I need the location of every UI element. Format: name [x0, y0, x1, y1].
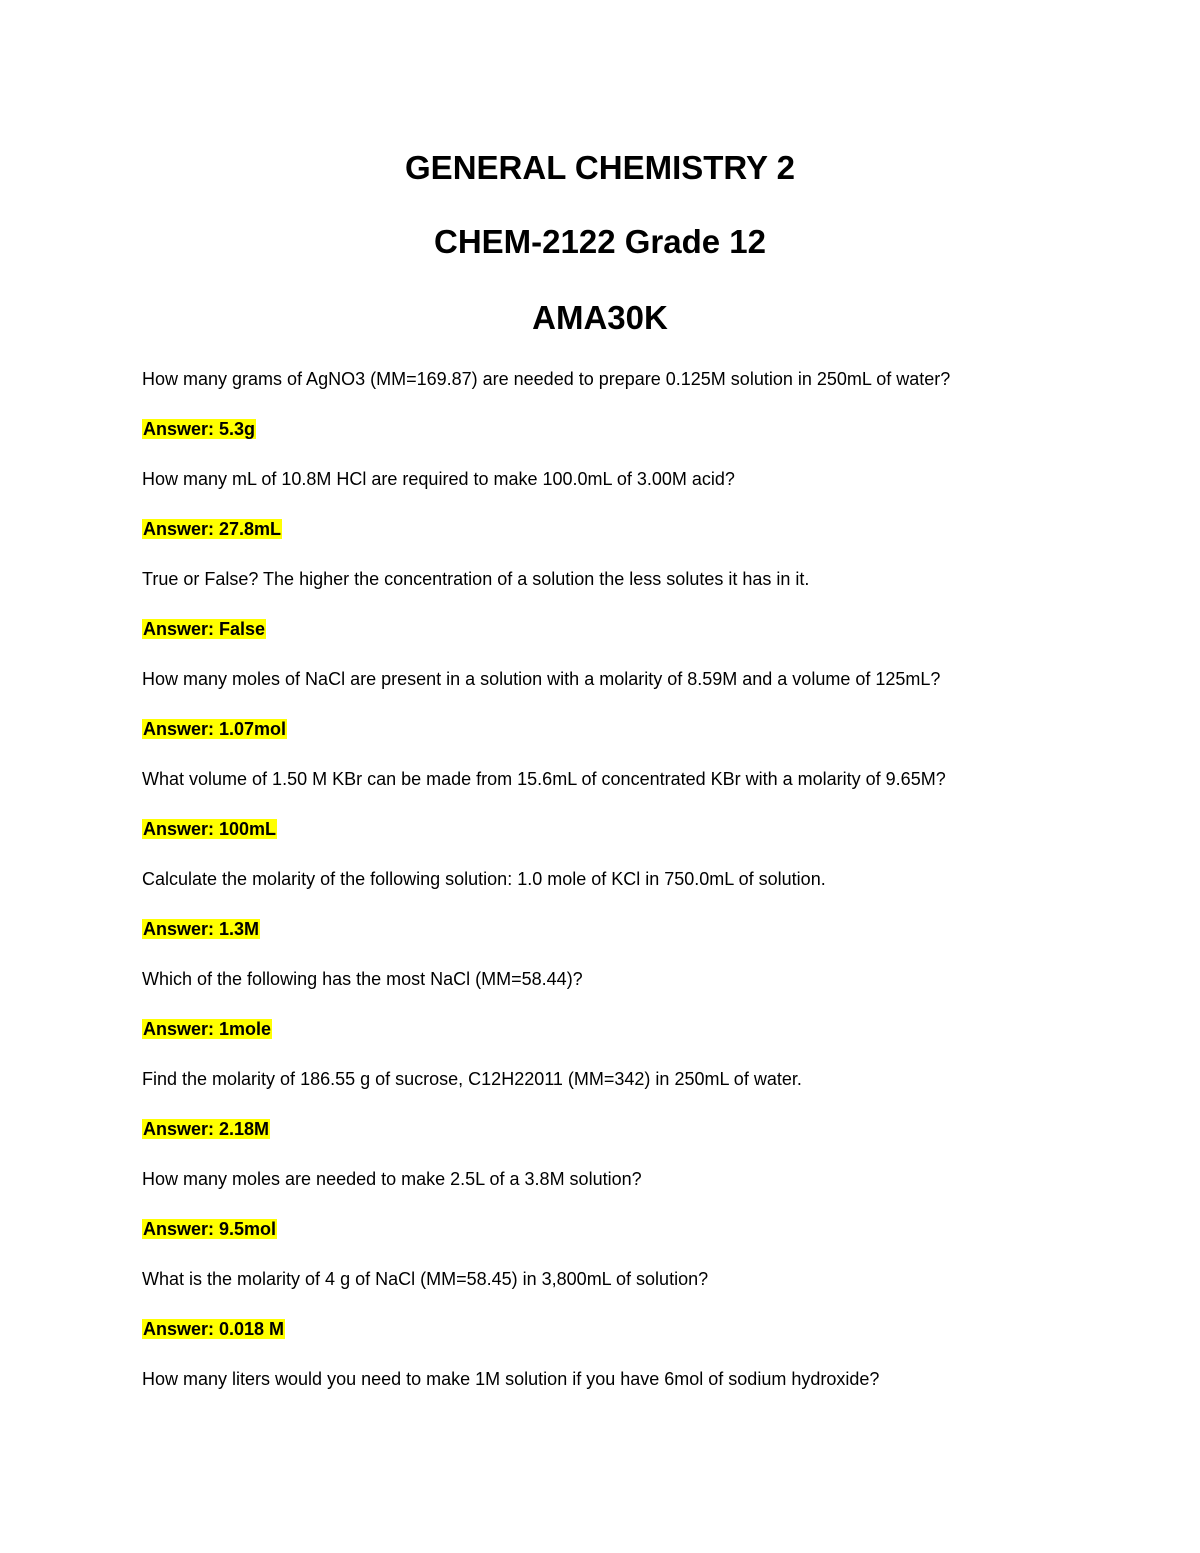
- answer-text: [142, 816, 1142, 866]
- question-text: Which of the following has the most NaCl (MM=58.44)?: [142, 969, 583, 989]
- answer-text: [142, 416, 1142, 466]
- answer-highlight: Answer: 1mole: [143, 1019, 272, 1039]
- answer-highlight: Answer: 1.3M: [143, 919, 260, 939]
- question-text: How many grams of AgNO3 (MM=169.87) are needed to prepare 0.125M solution in 250mL of water?: [142, 369, 951, 389]
- question-text: True or False? The higher the concentration of a solution the less solutes it has in it.: [142, 569, 810, 589]
- question-text: How many moles are needed to make 2.5L of a 3.8M solution?: [142, 1169, 642, 1189]
- answer-text: [142, 916, 1142, 966]
- answer-highlight: Answer: 1.07mol: [143, 719, 287, 739]
- answer-text: [142, 716, 1142, 766]
- answer-text: [142, 1016, 1142, 1066]
- answer-text: [142, 516, 1142, 566]
- answer-text: [142, 1216, 1142, 1266]
- question-text: How many moles of NaCl are present in a solution with a molarity of 8.59M and a volume of 125mL?: [142, 669, 941, 689]
- answer-text: [142, 1116, 1142, 1166]
- answer-highlight: Answer: 0.018 M: [143, 1319, 285, 1339]
- question-text: How many liters would you need to make 1M solution if you have 6mol of sodium hydroxide?: [142, 1369, 880, 1389]
- answer-highlight: Answer: 27.8mL: [143, 519, 282, 539]
- course-subtitle: CHEM-2122 Grade 12: [434, 223, 766, 260]
- question-text: How many mL of 10.8M HCl are required to make 100.0mL of 3.00M acid?: [142, 469, 735, 489]
- question-text: What is the molarity of 4 g of NaCl (MM=58.45) in 3,800mL of solution?: [142, 1269, 709, 1289]
- question-text: What volume of 1.50 M KBr can be made from 15.6mL of concentrated KBr with a molarity of 9.65M?: [142, 769, 946, 789]
- question-text: Calculate the molarity of the following solution: 1.0 mole of KCl in 750.0mL of solution.: [142, 869, 826, 889]
- document-title: GENERAL CHEMISTRY 2: [405, 149, 795, 186]
- answer-highlight: Answer: False: [143, 619, 266, 639]
- answer-text: [142, 616, 1142, 666]
- answer-highlight: Answer: 2.18M: [143, 1119, 270, 1139]
- answer-text: [142, 1316, 1142, 1366]
- answer-highlight: Answer: 100mL: [143, 819, 277, 839]
- question-list: [142, 366, 1142, 1416]
- answer-highlight: Answer: 5.3g: [143, 419, 256, 439]
- answer-highlight: Answer: 9.5mol: [143, 1219, 277, 1239]
- question-text: Find the molarity of 186.55 g of sucrose, C12H22011 (MM=342) in 250mL of water.: [142, 1069, 802, 1089]
- section-code: AMA30K: [532, 299, 668, 336]
